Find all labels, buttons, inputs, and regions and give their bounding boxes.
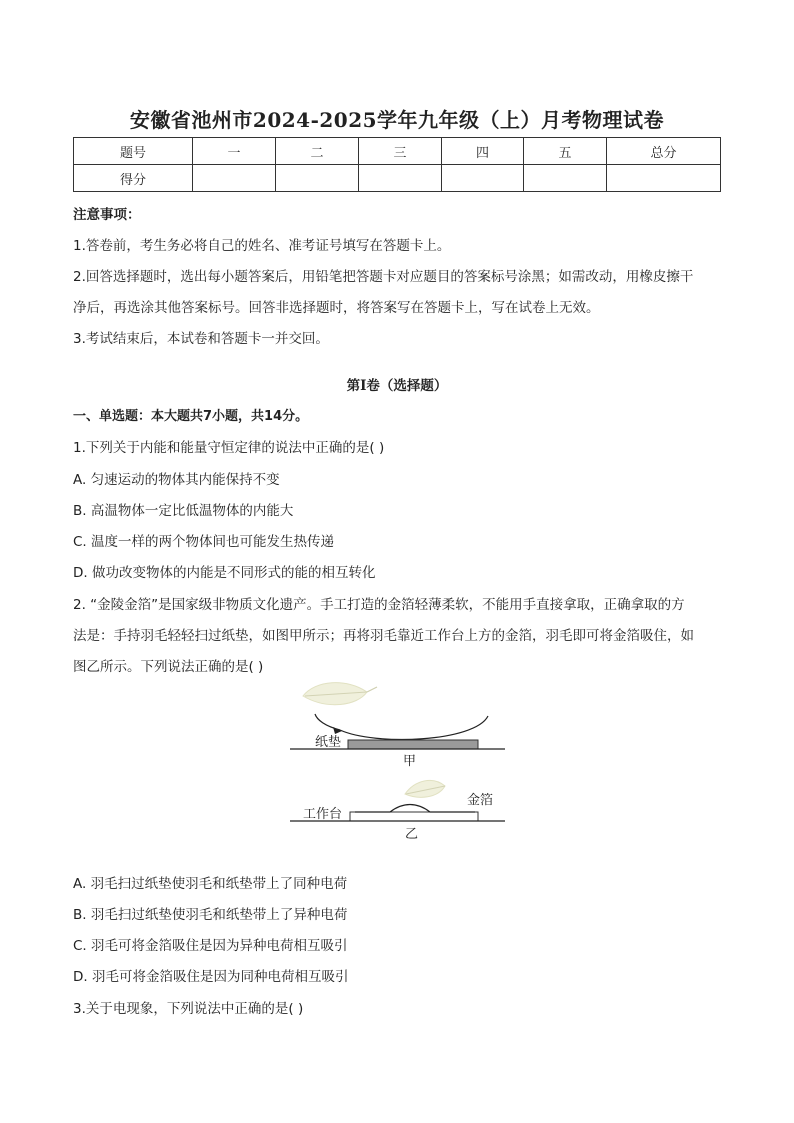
score-cell (442, 165, 524, 192)
score-header-cell: 二 (276, 138, 359, 165)
arrowhead-icon (333, 727, 342, 734)
question-3-stem: 3.关于电现象，下列说法中正确的是( ) (73, 1001, 304, 1017)
question-2-stem-line: 法是：手持羽毛轻轻扫过纸垫，如图甲所示；再将羽毛靠近工作台上方的金箔，羽毛即可将金箔吸住，如 (73, 628, 694, 644)
sweep-arc (340, 716, 488, 739)
score-cell (276, 165, 359, 192)
part-one-heading: 一、单选题：本大题共7小题，共14分。 (73, 409, 309, 424)
notice-item: 净后，再选涂其他答案标号。回答非选择题时，将答案写在答题卡上，写在试卷上无效。 (73, 300, 600, 316)
question-2-option-a: A. 羽毛扫过纸垫使羽毛和纸垫带上了同种电荷 (73, 876, 348, 892)
question-2-stem-line: 2. “金陵金箔”是国家级非物质文化遗产。手工打造的金箔轻薄柔软，不能用手直接拿取，正确拿取的方 (73, 597, 685, 613)
score-header-cell: 题号 (74, 138, 193, 165)
question-1-option-a: A. 匀速运动的物体其内能保持不变 (73, 472, 280, 488)
question-2-option-c: C. 羽毛可将金箔吸住是因为异种电荷相互吸引 (73, 938, 348, 954)
score-header-cell: 四 (442, 138, 524, 165)
label-yi: 乙 (405, 827, 419, 842)
score-cell (193, 165, 276, 192)
work-table (350, 812, 478, 821)
question-2-option-d: D. 羽毛可将金箔吸住是因为同种电荷相互吸引 (73, 969, 349, 985)
label-jia: 甲 (403, 754, 417, 769)
score-table (73, 137, 721, 192)
score-header-cell: 总分 (607, 138, 721, 165)
question-1-option-c: C. 温度一样的两个物体间也可能发生热传递 (73, 534, 335, 550)
question-1-stem: 1.下列关于内能和能量守恒定律的说法中正确的是( ) (73, 440, 385, 456)
question-2-figure (285, 676, 515, 842)
gold-foil (355, 805, 475, 813)
score-cell (359, 165, 442, 192)
score-header-cell: 一 (193, 138, 276, 165)
score-row-label: 得分 (74, 165, 193, 192)
question-2-stem-line: 图乙所示。下列说法正确的是( ) (73, 659, 264, 675)
question-1-option-d: D. 做功改变物体的内能是不同形式的能的相互转化 (73, 565, 376, 581)
sweep-arc-left (315, 714, 340, 730)
notice-item: 2.回答选择题时，选出每小题答案后，用铅笔把答题卡对应题目的答案标号涂黑；如需改动，用橡皮擦干 (73, 269, 694, 285)
score-table-score-row (74, 165, 721, 192)
score-header-cell: 五 (524, 138, 607, 165)
feather-illustration-top (303, 683, 377, 705)
score-cell (607, 165, 721, 192)
exam-title: 安徽省池州市2024-2025学年九年级（上）月考物理试卷 (129, 108, 665, 132)
section-title: 第Ⅰ卷（选择题） (346, 378, 448, 394)
notice-item: 1.答卷前，考生务必将自己的姓名、准考证号填写在答题卡上。 (73, 238, 451, 254)
paper-pad (348, 740, 478, 749)
label-paper-pad: 纸垫 (315, 735, 342, 750)
question-1-option-b: B. 高温物体一定比低温物体的内能大 (73, 503, 294, 519)
score-header-cell: 三 (359, 138, 442, 165)
feather-illustration-bottom (405, 780, 445, 797)
notice-item: 3.考试结束后，本试卷和答题卡一并交回。 (73, 331, 329, 347)
question-2-option-b: B. 羽毛扫过纸垫使羽毛和纸垫带上了异种电荷 (73, 907, 348, 923)
score-table-header-row (74, 138, 721, 165)
label-gold-foil: 金箔 (467, 793, 494, 808)
label-work-table: 工作台 (303, 807, 343, 822)
score-cell (524, 165, 607, 192)
notice-heading: 注意事项： (73, 207, 141, 223)
